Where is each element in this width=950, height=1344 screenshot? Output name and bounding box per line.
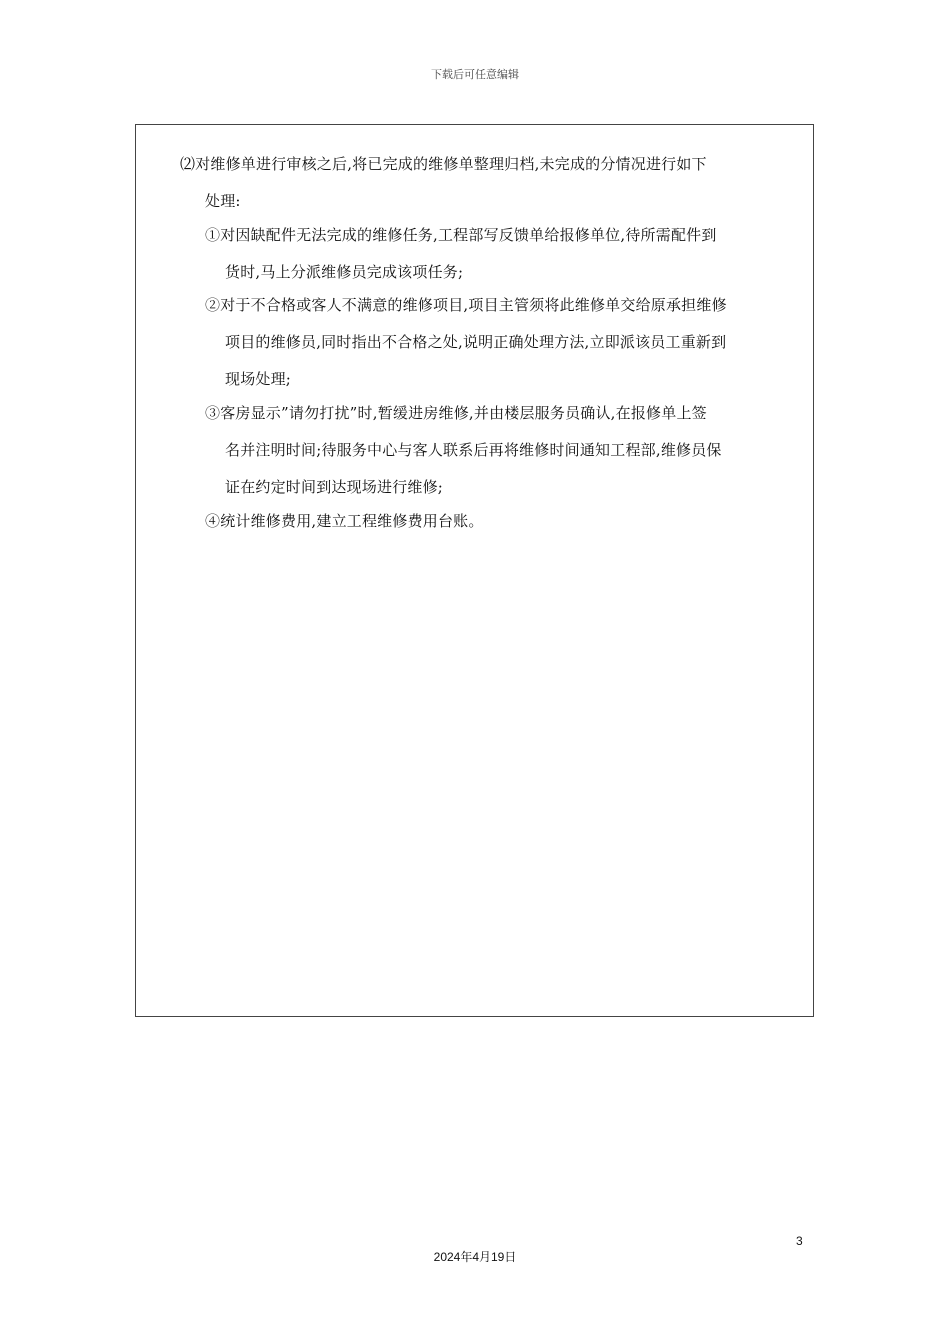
page-number: 3 <box>796 1234 803 1248</box>
item-3-line-1: ③客房显示”请勿打扰”时,暂缓进房维修,并由楼层服务员确认,在报修单上签 <box>205 404 707 422</box>
item-2-line-3: 现场处理; <box>225 370 292 388</box>
footer-date: 2024年4月19日 <box>433 1250 517 1264</box>
item-1-line-1: ①对因缺配件无法完成的维修任务,工程部写反馈单给报修单位,待所需配件到 <box>205 226 717 244</box>
header-note: 下载后可任意编辑 <box>431 68 519 81</box>
item-3-line-2: 名并注明时间;待服务中心与客人联系后再将维修时间通知工程部,维修员保 <box>225 441 722 459</box>
item-2-line-1: ②对于不合格或客人不满意的维修项目,项目主管须将此维修单交给原承担维修 <box>205 296 727 314</box>
item-3-line-3: 证在约定时间到达现场进行维修; <box>225 478 444 496</box>
item-1-line-2: 货时,马上分派维修员完成该项任务; <box>225 263 464 281</box>
item-4-line-1: ④统计维修费用,建立工程维修费用台账。 <box>205 512 484 530</box>
content-box <box>135 124 814 1017</box>
paragraph-step-2-line-2: 处理: <box>205 192 241 210</box>
paragraph-step-2-line-1: ⑵对维修单进行审核之后,将已完成的维修单整理归档,未完成的分情况进行如下 <box>180 155 707 173</box>
item-2-line-2: 项目的维修员,同时指出不合格之处,说明正确处理方法,立即派该员工重新到 <box>225 333 727 351</box>
